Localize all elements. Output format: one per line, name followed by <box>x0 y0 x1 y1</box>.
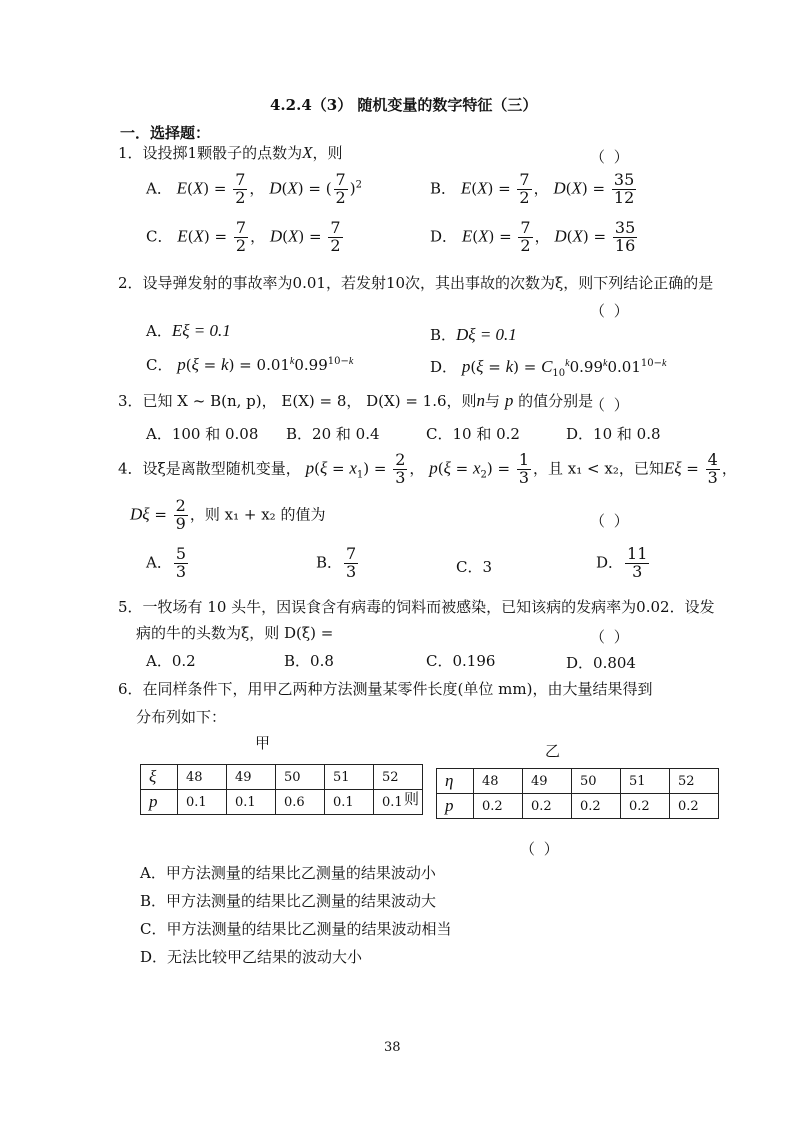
q1-label-d: D． <box>430 227 458 246</box>
table-cell: p <box>437 794 474 819</box>
q1-label-c: C． <box>146 227 173 246</box>
q6-option-b: B．甲方法测量的结果比乙测量的结果波动大 <box>140 892 437 910</box>
label-ze: 则 <box>404 790 420 808</box>
q5-option-b: B．0.8 <box>284 652 334 670</box>
q1-var: X <box>302 143 313 162</box>
question-5-line1: 5．一牧场有 10 头牛，因误食含有病毒的饲料而被感染，已知该病的发病率为0.02．设发 <box>118 598 715 616</box>
table-cell: 50 <box>572 769 621 794</box>
table-cell: 48 <box>178 765 227 790</box>
label-jia: 甲 <box>255 734 271 752</box>
q4-option-c: C．3 <box>456 558 493 576</box>
q6-option-c: C．甲方法测量的结果比乙测量的结果波动相当 <box>140 920 452 938</box>
label-yi: 乙 <box>545 742 561 760</box>
q6-option-a: A．甲方法测量的结果比乙测量的结果波动小 <box>140 864 436 882</box>
table-cell: 0.2 <box>572 794 621 819</box>
q4-cond: ，且 x₁ < x₂，已知 <box>533 459 664 478</box>
q2-option-d: D． $p(\xi = k) = C_{10}^k0.99^k0.01^{10-k}$ <box>430 357 667 379</box>
q3-stem-pre: 3．已知 X ~ B(n, p)， E(X) = 8， D(X) = 1.6，则 <box>118 392 477 410</box>
table-row <box>437 794 719 819</box>
q1-stem-text: 1．设投掷1颗骰子的点数为 <box>118 144 303 162</box>
section-heading: 一．选择题： <box>120 124 211 142</box>
q1-option-a: A． E(X) = $\frac{7}{2}$ ， D(X) = ( $\frac{7}{2}$ )$^2$ <box>146 170 362 207</box>
q3-n: n <box>476 391 486 410</box>
distribution-table-yi <box>436 768 719 819</box>
table-cell: 49 <box>523 769 572 794</box>
q4-label-a: A． <box>146 553 172 572</box>
answer-paren-q1: （ ） <box>590 148 631 166</box>
q3-stem-post: 的值分别是 <box>518 392 594 410</box>
table-cell: 0.2 <box>621 794 670 819</box>
table-row <box>141 765 423 790</box>
q4-option-a: A． $\frac{5}{3}$ <box>146 544 187 581</box>
q4-label-b: B． <box>316 553 343 572</box>
answer-paren-q5: （ ） <box>590 628 631 646</box>
table-cell: 51 <box>325 765 374 790</box>
question-6-line1: 6．在同样条件下，用甲乙两种方法测量某零件长度(单位 mm)，由大量结果得到 <box>118 680 653 698</box>
q5-option-c: C．0.196 <box>426 652 496 670</box>
table-cell: 49 <box>227 765 276 790</box>
q2-label-b: B． <box>430 326 457 344</box>
q2-label-a: A． <box>146 322 172 340</box>
q2-option-b <box>430 324 517 345</box>
table-cell: 52 <box>670 769 719 794</box>
q2-label-c: C． <box>146 356 173 374</box>
table-cell: 0.2 <box>474 794 523 819</box>
question-4-line1: 4．设ξ是离散型随机变量， $p(\xi = x_1)$ = $\frac{2}{3}$ ， $p(\xi = x_2)$ = $\frac{1}{3}$ ，且 x₁ < x₂，已知Eξ = $\frac{4}{3}$ ， <box>118 450 737 487</box>
q5-option-d: D．0.804 <box>566 654 636 672</box>
q2-b-text: Dξ = 0.1 <box>456 325 517 344</box>
q3-p: p <box>504 391 514 410</box>
q1-label-b: B． <box>430 179 457 198</box>
table-cell: 0.1 <box>325 790 374 815</box>
table-row <box>437 769 719 794</box>
table-cell: 50 <box>276 765 325 790</box>
question-5-line2: 病的牛的头数为ξ，则 D(ξ) = <box>136 624 334 642</box>
q3-option-d: D．10 和 0.8 <box>566 425 661 443</box>
table-cell: 52 <box>374 765 423 790</box>
q4-option-b: B． $\frac{7}{3}$ <box>316 544 357 581</box>
answer-paren-q6: （ ） <box>520 840 561 858</box>
q2-a-text: Eξ = 0.1 <box>171 321 231 340</box>
q2-option-c: C． $p(\xi = k) = 0.01^k0.99^{10-k}$ <box>146 355 354 374</box>
table-row <box>141 790 423 815</box>
q2-label-d: D． <box>430 358 458 376</box>
q3-option-b: B．20 和 0.4 <box>286 425 380 443</box>
question-3-stem <box>118 390 593 411</box>
table-cell: 0.6 <box>276 790 325 815</box>
page-title: 4.2.4（3） 随机变量的数字特征（三） <box>270 96 538 114</box>
page-number: 38 <box>384 1040 401 1055</box>
q4-num: 4．设ξ是离散型随机变量， <box>118 459 301 478</box>
answer-paren-q2: （ ） <box>590 302 631 320</box>
table-cell: ξ <box>141 765 178 790</box>
q4-option-d: D． $\frac{11}{3}$ <box>596 544 648 581</box>
table-cell: 0.2 <box>523 794 572 819</box>
q2-option-a <box>146 320 231 341</box>
distribution-table-jia <box>140 764 423 815</box>
answer-paren-q4: （ ） <box>590 512 631 530</box>
q1-option-d: D． E(X) = $\frac{7}{2}$ ， D(X) = $\frac{35}{16}$ <box>430 218 636 255</box>
table-cell: 48 <box>474 769 523 794</box>
table-cell: 0.1 <box>227 790 276 815</box>
question-1-stem <box>118 142 343 163</box>
q3-mid: 与 <box>485 392 501 410</box>
q1-label-a: A． <box>146 179 172 198</box>
q5-option-a: A．0.2 <box>146 652 196 670</box>
q3-option-a: A．100 和 0.08 <box>146 425 259 443</box>
question-6-line2: 分布列如下： <box>136 708 227 726</box>
answer-paren-q3: （ ） <box>590 396 631 414</box>
q3-option-c: C．10 和 0.2 <box>426 425 520 443</box>
q1-option-b: B． E(X) = $\frac{7}{2}$ ， D(X) = $\frac{35}{12}$ <box>430 170 635 207</box>
table-cell: p <box>141 790 178 815</box>
q6-option-d: D．无法比较甲乙结果的波动大小 <box>140 948 363 966</box>
table-cell: 51 <box>621 769 670 794</box>
q4-line2-end: ，则 x₁ + x₂ 的值为 <box>189 505 326 524</box>
table-cell: η <box>437 769 474 794</box>
q1-stem-end: ，则 <box>312 144 343 162</box>
q1-option-c: C． E(X) = $\frac{7}{2}$ ， D(X) = $\frac{7}{2}$ <box>146 218 341 255</box>
table-cell: 0.1 <box>178 790 227 815</box>
question-4-line2: Dξ = $\frac{2}{9}$ ，则 x₁ + x₂ 的值为 <box>130 496 326 533</box>
question-2-stem: 2．设导弹发射的事故率为0.01，若发射10次，其出事故的次数为ξ，则下列结论正确的是 <box>118 274 714 292</box>
table-cell: 0.2 <box>670 794 719 819</box>
table-cell: 0.1 <box>374 790 423 815</box>
q4-label-d: D． <box>596 553 624 572</box>
